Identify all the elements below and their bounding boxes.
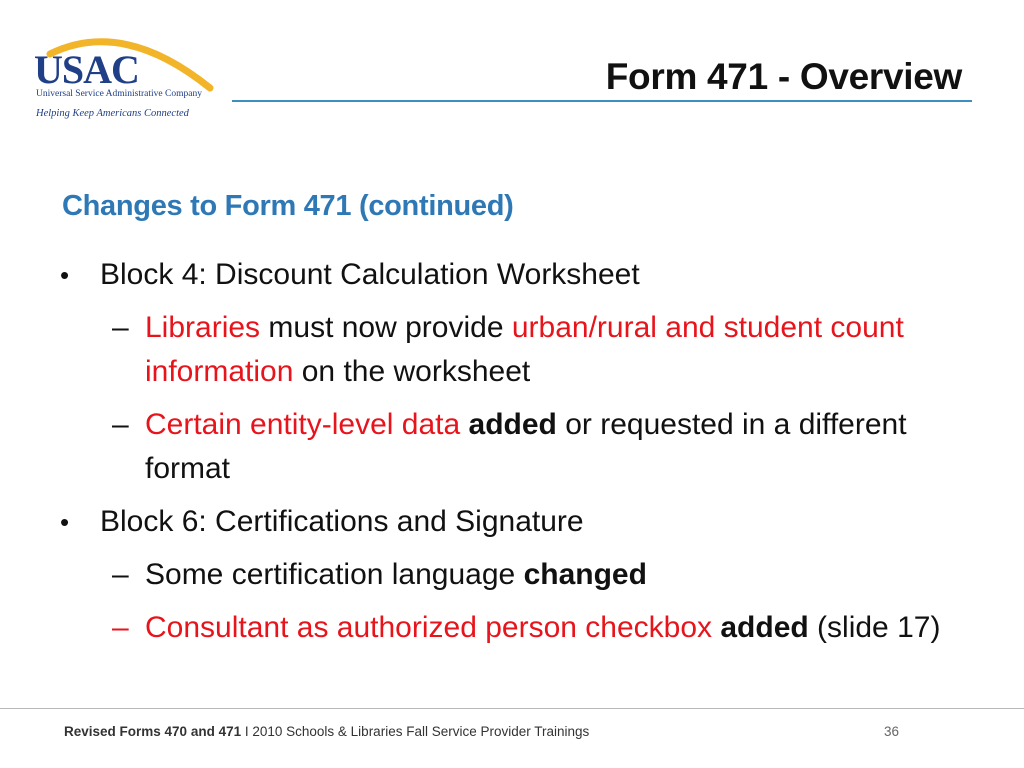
logo-full-name: Universal Service Administrative Company bbox=[36, 89, 202, 99]
bullet-item-block-4 bbox=[56, 253, 956, 297]
sub-item bbox=[56, 553, 956, 597]
page-number: 36 bbox=[884, 724, 900, 739]
sub-item bbox=[56, 403, 956, 491]
highlight-text: Consultant as authorized person checkbox bbox=[145, 611, 713, 644]
bullet-item-block-6 bbox=[56, 500, 956, 544]
sub-item-text: or requested in a different format bbox=[145, 408, 907, 485]
logo-tagline: Helping Keep Americans Connected bbox=[36, 108, 189, 119]
dash-icon: – bbox=[112, 408, 129, 441]
sub-item-text: Some certification language bbox=[145, 558, 524, 591]
dash-icon: – bbox=[112, 558, 129, 591]
bullet-text: Block 4: Discount Calculation Worksheet bbox=[100, 258, 640, 291]
bullet-text: Block 6: Certifications and Signature bbox=[100, 505, 584, 538]
bold-text: added bbox=[468, 408, 557, 441]
sub-item-text: must now provide bbox=[260, 311, 512, 344]
dash-icon: – bbox=[112, 311, 129, 344]
sub-item bbox=[56, 306, 956, 394]
highlight-text: Certain entity-level data bbox=[145, 408, 461, 441]
bold-text: added bbox=[720, 611, 809, 644]
highlight-text: urban/rural and student count information bbox=[145, 311, 904, 388]
footer-caption: 2010 Schools & Libraries Fall Service Provider Trainings bbox=[252, 724, 590, 739]
section-heading: Changes to Form 471 (continued) bbox=[62, 190, 514, 222]
footer-separator: I bbox=[241, 724, 253, 739]
footer-text bbox=[64, 724, 589, 739]
title-divider bbox=[232, 100, 972, 102]
sub-item-text: (slide 17) bbox=[808, 611, 941, 644]
slide-content bbox=[56, 253, 956, 650]
bullet-icon: • bbox=[60, 260, 70, 290]
dash-icon: – bbox=[112, 611, 129, 644]
footer-divider bbox=[0, 708, 1024, 709]
bullet-icon: • bbox=[60, 507, 70, 537]
usac-logo bbox=[28, 26, 228, 126]
sub-item-text: on the worksheet bbox=[293, 355, 531, 388]
slide-title: Form 471 - Overview bbox=[605, 56, 962, 97]
sub-item bbox=[56, 606, 956, 650]
logo-name: USAC bbox=[34, 47, 139, 92]
sub-item-text bbox=[460, 408, 468, 441]
footer-bold-title: Revised Forms 470 and 471 bbox=[64, 724, 242, 739]
highlight-text: Libraries bbox=[145, 311, 261, 344]
bold-text: changed bbox=[523, 558, 647, 591]
